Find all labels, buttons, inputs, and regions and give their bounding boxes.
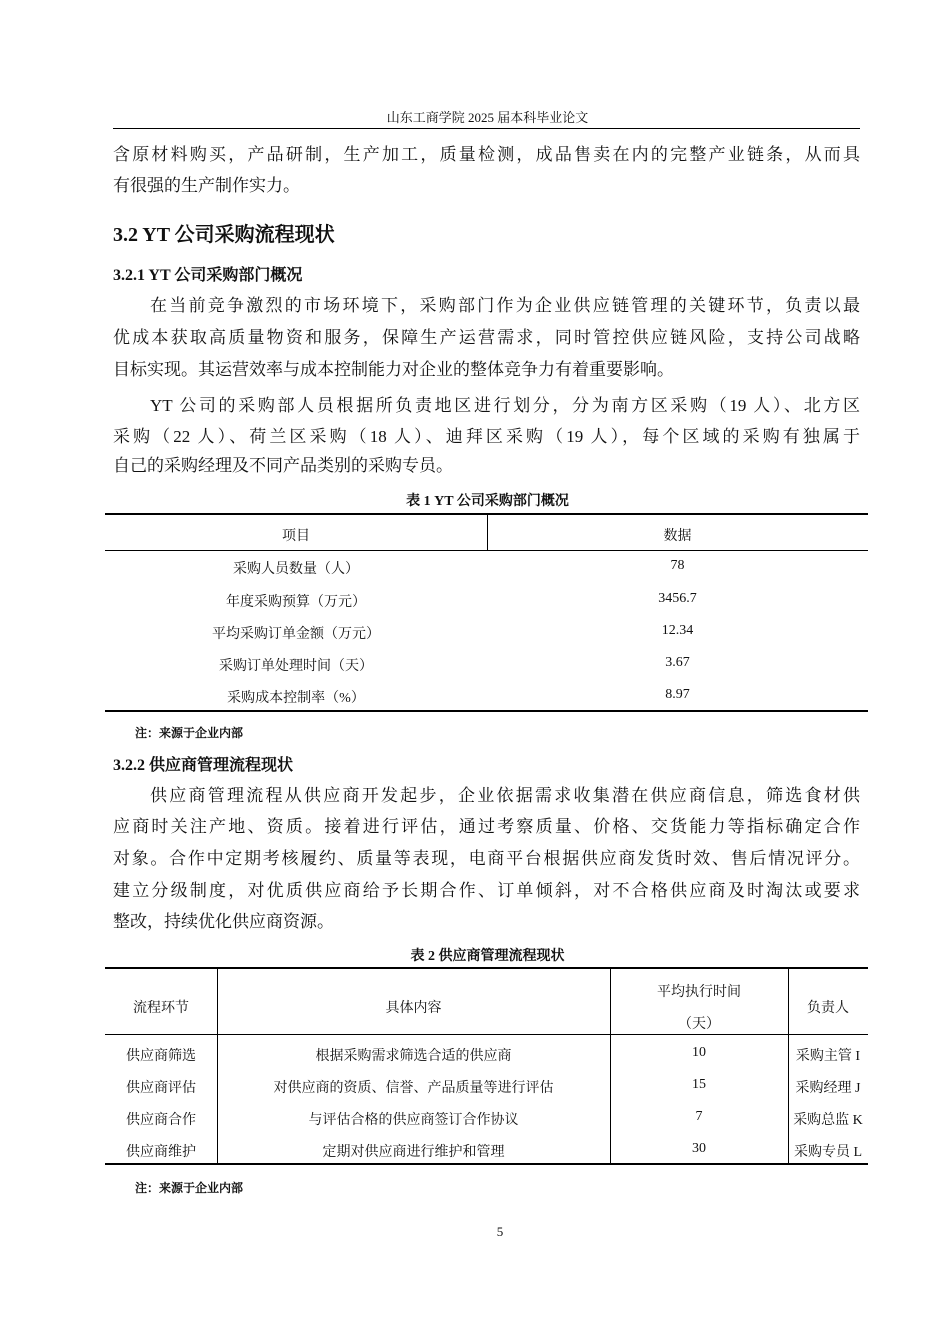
section-heading: 3.2 YT 公司采购流程现状: [113, 224, 335, 246]
table2-header: 具体内容: [385, 1001, 442, 1016]
page-number: 5: [496, 1224, 504, 1239]
table2-header: （天）: [678, 1017, 720, 1032]
table1-caption: 表 1 YT 公司采购部门概况: [406, 494, 569, 509]
table1-cell: 78: [670, 558, 685, 573]
paragraph-line: 对象。合作中定期考核履约、质量等表现，电商平台根据供应商发货时效、售后情况评分。: [113, 849, 860, 868]
paragraph-line: 采购（22 人）、荷兰区采购（18 人）、迪拜区采购（19 人），每个区域的采购有独属于: [113, 427, 860, 446]
table2-cell: 定期对供应商进行维护和管理: [322, 1145, 505, 1160]
table2-header: 平均执行时间: [657, 985, 741, 1000]
table2-header: 负责人: [807, 1001, 849, 1016]
table1-cell: 3456.7: [658, 591, 697, 606]
table1-header: 项目: [282, 529, 310, 544]
table2-cell: 采购主管 I: [795, 1049, 861, 1064]
header-rule: [113, 128, 860, 129]
paragraph-line: 建立分级制度，对优质供应商给予长期合作、订单倾斜，对不合格供应商及时淘汰或要求: [113, 881, 860, 900]
table2-cell: 15: [692, 1077, 706, 1092]
paragraph-line: 供应商管理流程从供应商开发起步，企业依据需求收集潜在供应商信息，筛选食材供: [150, 786, 860, 805]
table2-cell: 根据采购需求筛选合适的供应商: [315, 1049, 512, 1064]
table2-note: 注：来源于企业内部: [135, 1181, 244, 1195]
table1-cell: 采购人员数量（人）: [233, 562, 359, 577]
subsection-heading: 3.2.2 供应商管理流程现状: [113, 757, 294, 774]
paragraph-line: YT 公司的采购部人员根据所负责地区进行划分，分为南方区采购（19 人）、北方区: [150, 396, 860, 415]
table2-cell: 供应商合作: [126, 1113, 196, 1128]
paragraph-line: 有很强的生产制作实力。: [113, 176, 300, 195]
table2-cell: 10: [692, 1045, 706, 1060]
table2-cell: 供应商筛选: [126, 1049, 196, 1064]
table2-cell: 采购经理 J: [795, 1081, 861, 1096]
table1-cell: 采购成本控制率（%）: [227, 691, 365, 706]
table2-cell: 供应商评估: [126, 1081, 196, 1096]
paragraph-line: 在当前竞争激烈的市场环境下，采购部门作为企业供应链管理的关键环节，负责以最: [150, 296, 860, 315]
paragraph-line: 含原材料购买，产品研制，生产加工，质量检测，成品售卖在内的完整产业链条，从而具: [113, 145, 860, 164]
table2-cell: 与评估合格的供应商签订合作协议: [308, 1113, 519, 1128]
table2-cell: 采购专员 L: [793, 1145, 863, 1160]
subsection-heading: 3.2.1 YT 公司采购部门概况: [113, 267, 303, 284]
table2-caption: 表 2 供应商管理流程现状: [410, 949, 565, 964]
paragraph-line: 目标实现。其运营效率与成本控制能力对企业的整体竞争力有着重要影响。: [113, 360, 674, 379]
table2-cell: 30: [692, 1141, 706, 1156]
table2-cell: 供应商维护: [126, 1145, 196, 1160]
table1-cell: 年度采购预算（万元）: [226, 595, 366, 610]
table1-header: 数据: [663, 529, 692, 544]
table1-note: 注：来源于企业内部: [135, 726, 244, 740]
table1-cell: 平均采购订单金额（万元）: [212, 627, 380, 642]
paragraph-line: 自己的采购经理及不同产品类别的采购专员。: [113, 456, 453, 475]
table2-cell: 对供应商的资质、信誉、产品质量等进行评估: [273, 1081, 554, 1096]
paragraph-line: 优成本获取高质量物资和服务，保障生产运营需求，同时管控供应链风险，支持公司战略: [113, 328, 860, 347]
table1-cell: 8.97: [665, 687, 690, 702]
table2-header: 流程环节: [133, 1001, 189, 1016]
table1-cell: 3.67: [665, 655, 690, 670]
paragraph-line: 应商时关注产地、资质。接着进行评估，通过考察质量、价格、交货能力等指标确定合作: [113, 817, 860, 836]
paragraph-line: 整改，持续优化供应商资源。: [113, 912, 334, 931]
running-header: 山东工商学院 2025 届本科毕业论文: [386, 110, 589, 125]
table2-cell: 采购总监 K: [793, 1113, 863, 1128]
table1-cell: 12.34: [661, 623, 694, 638]
table1-cell: 采购订单处理时间（天）: [219, 659, 373, 674]
table2-cell: 7: [695, 1109, 703, 1124]
